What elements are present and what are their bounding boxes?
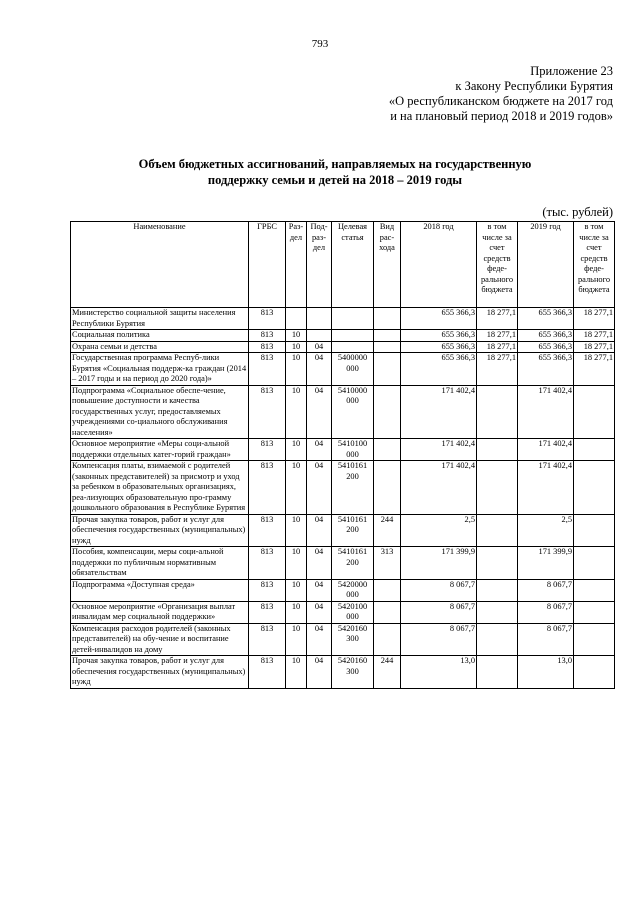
cell-2019: 171 402,4 (518, 439, 574, 461)
cell-subsection: 04 (307, 656, 332, 689)
cell-target-article: 5410161 200 (332, 461, 374, 515)
cell-section: 10 (286, 353, 307, 386)
cell-expense-type (374, 601, 401, 623)
cell-expense-type: 313 (374, 547, 401, 580)
column-header: 2018 год (401, 222, 477, 308)
cell-section: 10 (286, 461, 307, 515)
document-title (70, 156, 600, 188)
cell-expense-type (374, 308, 401, 330)
cell-section: 10 (286, 330, 307, 342)
cell-2018: 171 402,4 (401, 439, 477, 461)
table-row (71, 330, 615, 342)
cell-target-article: 5400000 000 (332, 353, 374, 386)
cell-name: Подпрограмма «Доступная среда» (71, 579, 249, 601)
cell-2018-federal (477, 601, 518, 623)
column-header: Наименование (71, 222, 249, 308)
cell-2018-federal (477, 514, 518, 547)
cell-target-article: 5420100 000 (332, 601, 374, 623)
appendix-line: «О республиканском бюджете на 2017 год (388, 94, 613, 108)
cell-2018-federal: 18 277,1 (477, 341, 518, 353)
table-row (71, 656, 615, 689)
cell-2018: 655 366,3 (401, 330, 477, 342)
cell-grbs: 813 (249, 656, 286, 689)
cell-expense-type: 244 (374, 656, 401, 689)
column-header: Целевая статья (332, 222, 374, 308)
cell-name: Прочая закупка товаров, работ и услуг для обеспечения государственных (муниципальных) нужд (71, 514, 249, 547)
cell-2019-federal (574, 514, 615, 547)
cell-grbs: 813 (249, 330, 286, 342)
cell-name: Охрана семьи и детства (71, 341, 249, 353)
cell-grbs: 813 (249, 353, 286, 386)
cell-2019-federal (574, 623, 615, 656)
cell-target-article (332, 308, 374, 330)
appendix-line: и на плановый период 2018 и 2019 годов» (390, 109, 613, 123)
cell-2018-federal (477, 461, 518, 515)
table-row (71, 514, 615, 547)
cell-2019: 655 366,3 (518, 341, 574, 353)
cell-grbs: 813 (249, 579, 286, 601)
cell-2019-federal (574, 601, 615, 623)
cell-subsection: 04 (307, 461, 332, 515)
cell-subsection: 04 (307, 579, 332, 601)
cell-target-article: 5420000 000 (332, 579, 374, 601)
appendix-line: к Закону Республики Бурятия (455, 79, 613, 93)
cell-subsection: 04 (307, 439, 332, 461)
column-header: в том числе за счет средств феде-рального бюджета (574, 222, 615, 308)
cell-2019-federal (574, 656, 615, 689)
cell-subsection (307, 330, 332, 342)
cell-grbs: 813 (249, 341, 286, 353)
cell-2018: 171 402,4 (401, 461, 477, 515)
cell-subsection: 04 (307, 514, 332, 547)
cell-subsection: 04 (307, 353, 332, 386)
cell-expense-type: 244 (374, 514, 401, 547)
table-row (71, 353, 615, 386)
cell-2018: 13,0 (401, 656, 477, 689)
table-row (71, 601, 615, 623)
cell-2019: 171 402,4 (518, 461, 574, 515)
cell-section: 10 (286, 656, 307, 689)
table-row (71, 461, 615, 515)
cell-target-article: 5420160 300 (332, 623, 374, 656)
cell-section (286, 308, 307, 330)
cell-2018-federal (477, 656, 518, 689)
cell-subsection: 04 (307, 547, 332, 580)
cell-2019: 8 067,7 (518, 601, 574, 623)
table-header-row (71, 222, 615, 308)
cell-grbs: 813 (249, 514, 286, 547)
cell-section: 10 (286, 439, 307, 461)
cell-2018-federal (477, 439, 518, 461)
cell-2019-federal (574, 579, 615, 601)
cell-expense-type (374, 461, 401, 515)
cell-2018-federal (477, 579, 518, 601)
cell-2018-federal: 18 277,1 (477, 308, 518, 330)
table-row (71, 341, 615, 353)
cell-2019: 655 366,3 (518, 308, 574, 330)
cell-section: 10 (286, 514, 307, 547)
cell-subsection: 04 (307, 601, 332, 623)
cell-section: 10 (286, 601, 307, 623)
cell-name: Социальная политика (71, 330, 249, 342)
column-header: 2019 год (518, 222, 574, 308)
cell-expense-type (374, 439, 401, 461)
column-header: Вид рас-хода (374, 222, 401, 308)
table-row (71, 579, 615, 601)
column-header: ГРБС (249, 222, 286, 308)
cell-name: Основное мероприятие «Меры соци-альной поддержки отдельных катег-горий граждан» (71, 439, 249, 461)
cell-grbs: 813 (249, 547, 286, 580)
cell-2018: 171 399,9 (401, 547, 477, 580)
cell-2018-federal: 18 277,1 (477, 353, 518, 386)
cell-2019-federal: 18 277,1 (574, 353, 615, 386)
cell-2018-federal (477, 385, 518, 439)
cell-2019: 8 067,7 (518, 623, 574, 656)
column-header: Под-раз-дел (307, 222, 332, 308)
cell-2019: 655 366,3 (518, 353, 574, 386)
table-row (71, 623, 615, 656)
cell-name: Подпрограмма «Социальное обеспе-чение, повышение доступности и качества государственных услуг, предоставляемых учреждениями со-циального обслуживания населения» (71, 385, 249, 439)
units-label: (тыс. рублей) (542, 205, 613, 219)
cell-2018-federal: 18 277,1 (477, 330, 518, 342)
cell-section: 10 (286, 385, 307, 439)
appendix-line: Приложение 23 (530, 64, 613, 78)
cell-target-article (332, 341, 374, 353)
cell-expense-type (374, 341, 401, 353)
cell-subsection: 04 (307, 385, 332, 439)
cell-2018: 655 366,3 (401, 341, 477, 353)
cell-2019-federal: 18 277,1 (574, 330, 615, 342)
cell-expense-type (374, 579, 401, 601)
cell-2019-federal (574, 461, 615, 515)
cell-2019: 171 399,9 (518, 547, 574, 580)
cell-expense-type (374, 330, 401, 342)
cell-grbs: 813 (249, 385, 286, 439)
cell-2019-federal (574, 385, 615, 439)
cell-name: Прочая закупка товаров, работ и услуг для обеспечения государственных (муниципальных) нужд (71, 656, 249, 689)
page-number: 793 (311, 38, 329, 50)
column-header: Раз-дел (286, 222, 307, 308)
cell-section: 10 (286, 579, 307, 601)
cell-section: 10 (286, 341, 307, 353)
cell-2019: 8 067,7 (518, 579, 574, 601)
table-row (71, 308, 615, 330)
cell-name: Компенсация расходов родителей (законных представителей) на обу-чение и воспитание детей-инвалидов на дому (71, 623, 249, 656)
cell-2018: 655 366,3 (401, 353, 477, 386)
cell-2018: 655 366,3 (401, 308, 477, 330)
cell-2019: 655 366,3 (518, 330, 574, 342)
cell-2019: 2,5 (518, 514, 574, 547)
cell-2019-federal (574, 439, 615, 461)
cell-target-article: 5410161 200 (332, 547, 374, 580)
cell-target-article: 5410161 200 (332, 514, 374, 547)
cell-grbs: 813 (249, 308, 286, 330)
cell-target-article: 5420160 300 (332, 656, 374, 689)
cell-expense-type (374, 623, 401, 656)
cell-2019: 171 402,4 (518, 385, 574, 439)
cell-2018: 171 402,4 (401, 385, 477, 439)
cell-target-article (332, 330, 374, 342)
appendix-header (389, 64, 613, 124)
cell-grbs: 813 (249, 601, 286, 623)
cell-2018: 8 067,7 (401, 601, 477, 623)
title-line: поддержку семьи и детей на 2018 – 2019 годы (207, 173, 463, 187)
cell-subsection (307, 308, 332, 330)
cell-2018: 8 067,7 (401, 579, 477, 601)
cell-name: Пособия, компенсации, меры соци-альной поддержки по публичным нормативным обязательствам (71, 547, 249, 580)
cell-2019-federal (574, 547, 615, 580)
cell-name: Основное мероприятие «Организация выплат инвалидам мер социальной поддержки» (71, 601, 249, 623)
cell-target-article: 5410000 000 (332, 385, 374, 439)
title-line: Объем бюджетных ассигнований, направляемых на государственную (138, 157, 532, 171)
cell-grbs: 813 (249, 461, 286, 515)
cell-2019-federal: 18 277,1 (574, 308, 615, 330)
table-row (71, 547, 615, 580)
budget-table (70, 221, 615, 689)
cell-section: 10 (286, 623, 307, 656)
cell-2018: 8 067,7 (401, 623, 477, 656)
cell-expense-type (374, 385, 401, 439)
cell-expense-type (374, 353, 401, 386)
column-header: в том числе за счет средств феде-рального бюджета (477, 222, 518, 308)
table-row (71, 385, 615, 439)
cell-2018: 2,5 (401, 514, 477, 547)
cell-section: 10 (286, 547, 307, 580)
cell-name: Государственная программа Респуб-лики Бурятия «Социальная поддерж-ка граждан (2014 – 2017 годы и на период до 2020 года)» (71, 353, 249, 386)
cell-2019-federal: 18 277,1 (574, 341, 615, 353)
table-row (71, 439, 615, 461)
cell-target-article: 5410100 000 (332, 439, 374, 461)
cell-2018-federal (477, 547, 518, 580)
cell-2019: 13,0 (518, 656, 574, 689)
cell-subsection: 04 (307, 341, 332, 353)
cell-2018-federal (477, 623, 518, 656)
cell-grbs: 813 (249, 623, 286, 656)
cell-name: Министерство социальной защиты населения Республики Бурятия (71, 308, 249, 330)
cell-subsection: 04 (307, 623, 332, 656)
cell-name: Компенсация платы, взимаемой с родителей (законных представителей) за присмотр и уход за ребенком в образовательных организациях, реа-лизующих образовательную про-грамму дошкольного образования в Республике Бурятия (71, 461, 249, 515)
cell-grbs: 813 (249, 439, 286, 461)
